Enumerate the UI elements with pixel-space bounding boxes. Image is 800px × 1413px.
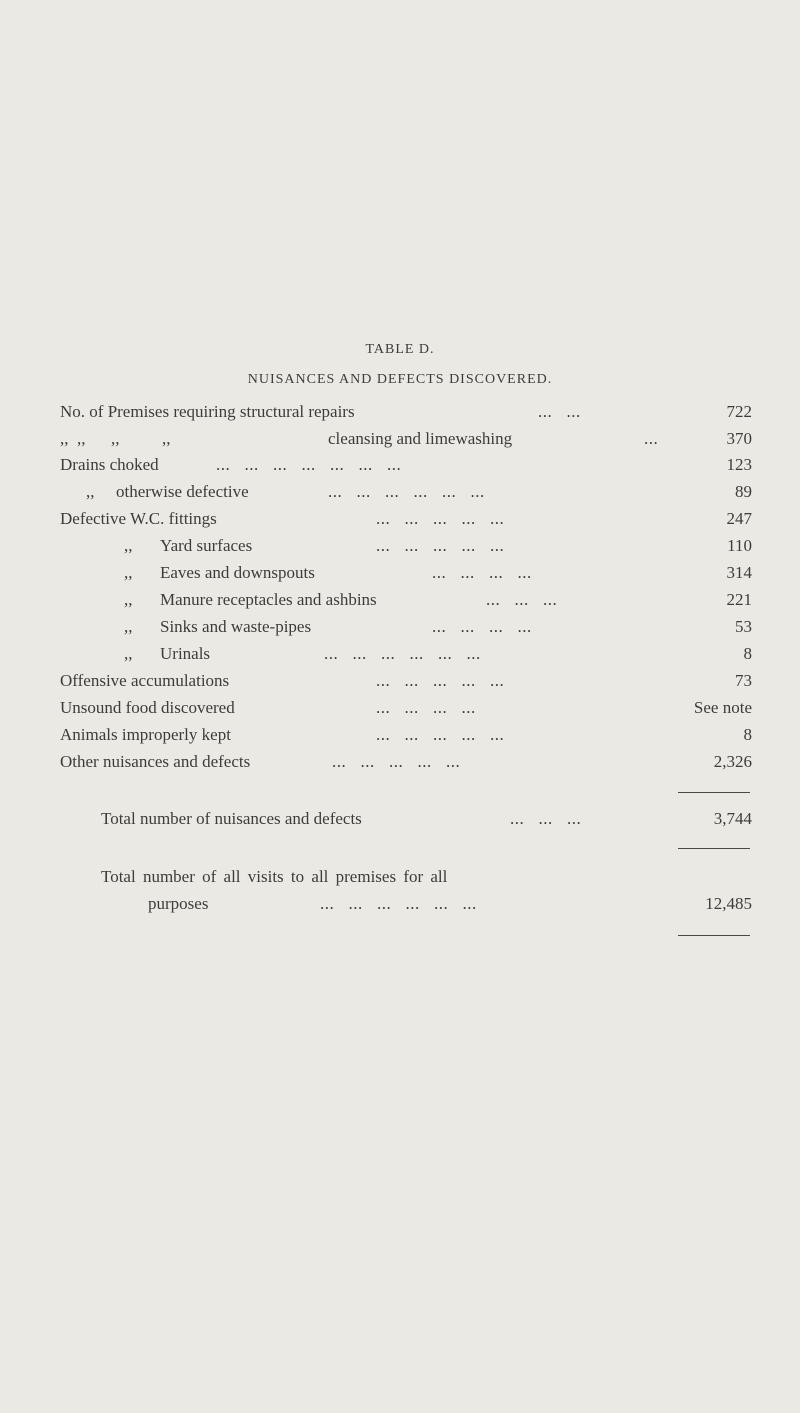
leader-dots: ... ... ... ... ... ... [324, 644, 481, 663]
table-row [60, 616, 752, 638]
row-label: Total number of all visits to all premises for all [101, 867, 448, 886]
row-label: Unsound food discovered [60, 698, 235, 717]
table-row [60, 535, 752, 557]
row-label: Yard surfaces [160, 536, 253, 555]
leader-dots: ... ... ... ... ... ... ... [216, 455, 402, 474]
row-value: 2,326 [713, 752, 752, 771]
leader-dots: ... ... ... ... ... [376, 536, 505, 555]
table-row [60, 751, 752, 773]
table-row [60, 562, 752, 584]
row-value: 8 [743, 725, 752, 744]
leader-dots: ... ... ... ... ... [376, 509, 505, 528]
row-label: Manure receptacles and ashbins [160, 590, 377, 609]
table-row [60, 454, 752, 476]
ditto-marks: ,, [124, 644, 133, 663]
leader-dots: ... ... ... ... [432, 563, 532, 582]
row-value: 53 [735, 617, 752, 636]
table-subtitle: NUISANCES AND DEFECTS DISCOVERED. [247, 372, 553, 387]
total-nuisances-row [60, 808, 752, 830]
row-value: 221 [726, 590, 752, 609]
ditto-marks: ,, [124, 536, 133, 555]
row-label: No. of Premises requiring structural repairs [60, 402, 355, 421]
row-label: cleansing and limewashing [328, 429, 513, 448]
total-visits-row-line1 [60, 866, 752, 888]
total-rule [678, 848, 750, 849]
table-row [60, 697, 752, 719]
ditto-marks: ,, [124, 590, 133, 609]
table-row [60, 670, 752, 692]
row-label: Total number of nuisances and defects [101, 809, 362, 828]
row-label: Defective W.C. fittings [60, 509, 217, 528]
row-label: Drains choked [60, 455, 159, 474]
row-label: Eaves and downspouts [160, 563, 315, 582]
row-value: 314 [726, 563, 752, 582]
leader-dots: ... ... ... ... ... ... [328, 482, 485, 501]
ditto-marks: ,, [124, 563, 133, 582]
row-value: 247 [726, 509, 752, 528]
leader-dots: ... ... [538, 402, 581, 421]
row-label: otherwise defective [116, 482, 249, 501]
row-label: purposes [148, 894, 209, 913]
table-row [60, 481, 752, 503]
ditto-marks: ,, [86, 482, 95, 501]
table-row [60, 401, 752, 423]
row-value: 110 [727, 536, 752, 555]
subtotal-rule [678, 792, 750, 793]
row-value: 12,485 [705, 894, 752, 913]
row-value: See note [693, 698, 752, 717]
row-value: 3,744 [713, 809, 752, 828]
leader-dots: ... ... ... [486, 590, 558, 609]
leader-dots: ... [644, 429, 659, 448]
table-title: TABLE D. [365, 342, 435, 357]
row-label: Animals improperly kept [60, 725, 231, 744]
ditto-marks: ,, [124, 617, 133, 636]
row-label: Urinals [160, 644, 211, 663]
leader-dots: ... ... ... [510, 809, 582, 828]
leader-dots: ... ... ... ... [376, 698, 476, 717]
leader-dots: ... ... ... ... ... [376, 725, 505, 744]
row-value: 73 [735, 671, 752, 690]
total-visits-row [60, 893, 752, 915]
row-value: 722 [726, 402, 752, 421]
row-label: Sinks and waste-pipes [160, 617, 312, 636]
table-row [60, 589, 752, 611]
row-value: 8 [743, 644, 752, 663]
leader-dots: ... ... ... ... ... [376, 671, 505, 690]
row-value: 123 [726, 455, 752, 474]
table-row [60, 508, 752, 530]
table-row [60, 643, 752, 665]
row-label: Offensive accumulations [60, 671, 230, 690]
ditto-marks: ,, ,, ,, ,, [60, 429, 171, 448]
row-value: 89 [735, 482, 752, 501]
row-value: 370 [726, 429, 752, 448]
table-row [60, 724, 752, 746]
leader-dots: ... ... ... ... ... ... [320, 894, 477, 913]
table-row [60, 428, 752, 450]
leader-dots: ... ... ... ... ... [332, 752, 461, 771]
row-label: Other nuisances and defects [60, 752, 251, 771]
final-rule [678, 935, 750, 936]
leader-dots: ... ... ... ... [432, 617, 532, 636]
